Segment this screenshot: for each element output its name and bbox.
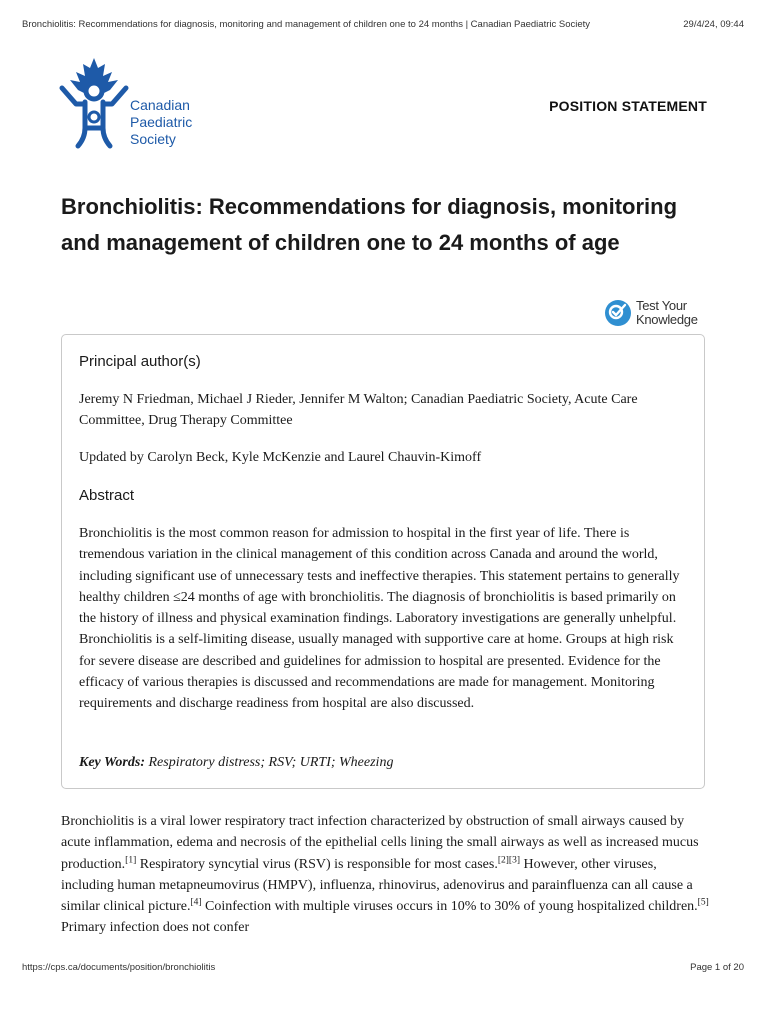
abstract-text: Bronchiolitis is the most common reason for admission to hospital in the first year of life. There is tremendous variation in the clinical management of this condition across Canada and around the world, including significant use of unnecessary tests and ineffective therapies. This statement pertains to generally healthy children ≤24 months of age with bronchiolitis. The diagnosis of bronchiolitis is based primarily on the history of illness and physical examination findings. Laboratory investigations are generally unhelpful. Bronchiolitis is a self-limiting disease, usually managed with supportive care at home. Groups at high risk for severe disease are described and guidelines for admission to hospital are presented. Evidence for the efficacy of various therapies is discussed and recommendations are made for management. Monitoring requirements and discharge readiness from hospital are also discussed. xyxy=(79,526,680,712)
body-segment: Primary infection does not confer xyxy=(61,920,250,936)
logo-line-1: Canadian xyxy=(130,97,190,113)
print-header-datetime: 29/4/24, 09:44 xyxy=(683,19,744,30)
page-title: Bronchiolitis: Recommendations for diagnosis, monitoring and management of children one to 24 months of age xyxy=(61,194,678,255)
maple-child-logo-icon xyxy=(58,58,130,152)
abstract-heading: Abstract xyxy=(79,487,135,504)
body-segment: However, other viruses, including human metapneumovirus (HMPV), influenza, rhinovirus, adenovirus and parainfluenza can all cause a similar clinical picture. xyxy=(61,856,693,915)
print-footer-page: Page 1 of 20 xyxy=(690,962,744,973)
summary-box xyxy=(61,334,705,789)
authors-heading: Principal author(s) xyxy=(79,353,201,370)
logo-wordmark xyxy=(130,97,192,148)
cps-logo[interactable] xyxy=(58,58,208,152)
test-your-knowledge-label xyxy=(636,299,698,327)
body-segment: Coinfection with multiple viruses occurs in 10% to 30% of young hospitalized children. xyxy=(201,899,698,915)
print-header xyxy=(22,19,744,30)
logo-line-2: Paediatric xyxy=(130,114,193,130)
keywords xyxy=(79,752,687,773)
authors-text: Jeremy N Friedman, Michael J Rieder, Jennifer M Walton; Canadian Paediatric Society, Acute Care Committee, Drug Therapy Committee xyxy=(79,392,638,429)
quiz-badge-icon xyxy=(605,300,631,326)
print-footer-url[interactable]: https://cps.ca/documents/position/bronchiolitis xyxy=(22,962,216,973)
tyk-line-2: Knowledge xyxy=(636,312,698,327)
test-your-knowledge-button[interactable] xyxy=(605,298,715,330)
intro-paragraph xyxy=(61,811,711,939)
print-footer xyxy=(22,962,744,973)
citation-link[interactable]: [5] xyxy=(697,897,709,908)
body-segment: Bronchiolitis is a viral lower respiratory tract infection characterized by obstruction of small airways caused by acute inflammation, edema and necrosis of the epithelial cells lining the small airways as well as increased mucus production. xyxy=(61,814,699,872)
logo-line-3: Society xyxy=(130,131,176,147)
citation-link[interactable]: [2][3] xyxy=(497,854,521,865)
keywords-label: Key Words: xyxy=(79,755,145,770)
updated-by-text: Updated by Carolyn Beck, Kyle McKenzie and Laurel Chauvin-Kimoff xyxy=(79,450,482,465)
statement-type: POSITION STATEMENT xyxy=(549,98,707,114)
body-segment: Respiratory syncytial virus (RSV) is responsible for most cases. xyxy=(136,856,498,872)
tyk-line-1: Test Your xyxy=(636,298,687,313)
keywords-value: Respiratory distress; RSV; URTI; Wheezing xyxy=(148,755,394,770)
citation-link[interactable]: [1] xyxy=(125,854,137,865)
print-header-title: Bronchiolitis: Recommendations for diagnosis, monitoring and management of children one to 24 months | Canadian Paediatric Society xyxy=(22,19,591,30)
citation-link[interactable]: [4] xyxy=(190,897,202,908)
